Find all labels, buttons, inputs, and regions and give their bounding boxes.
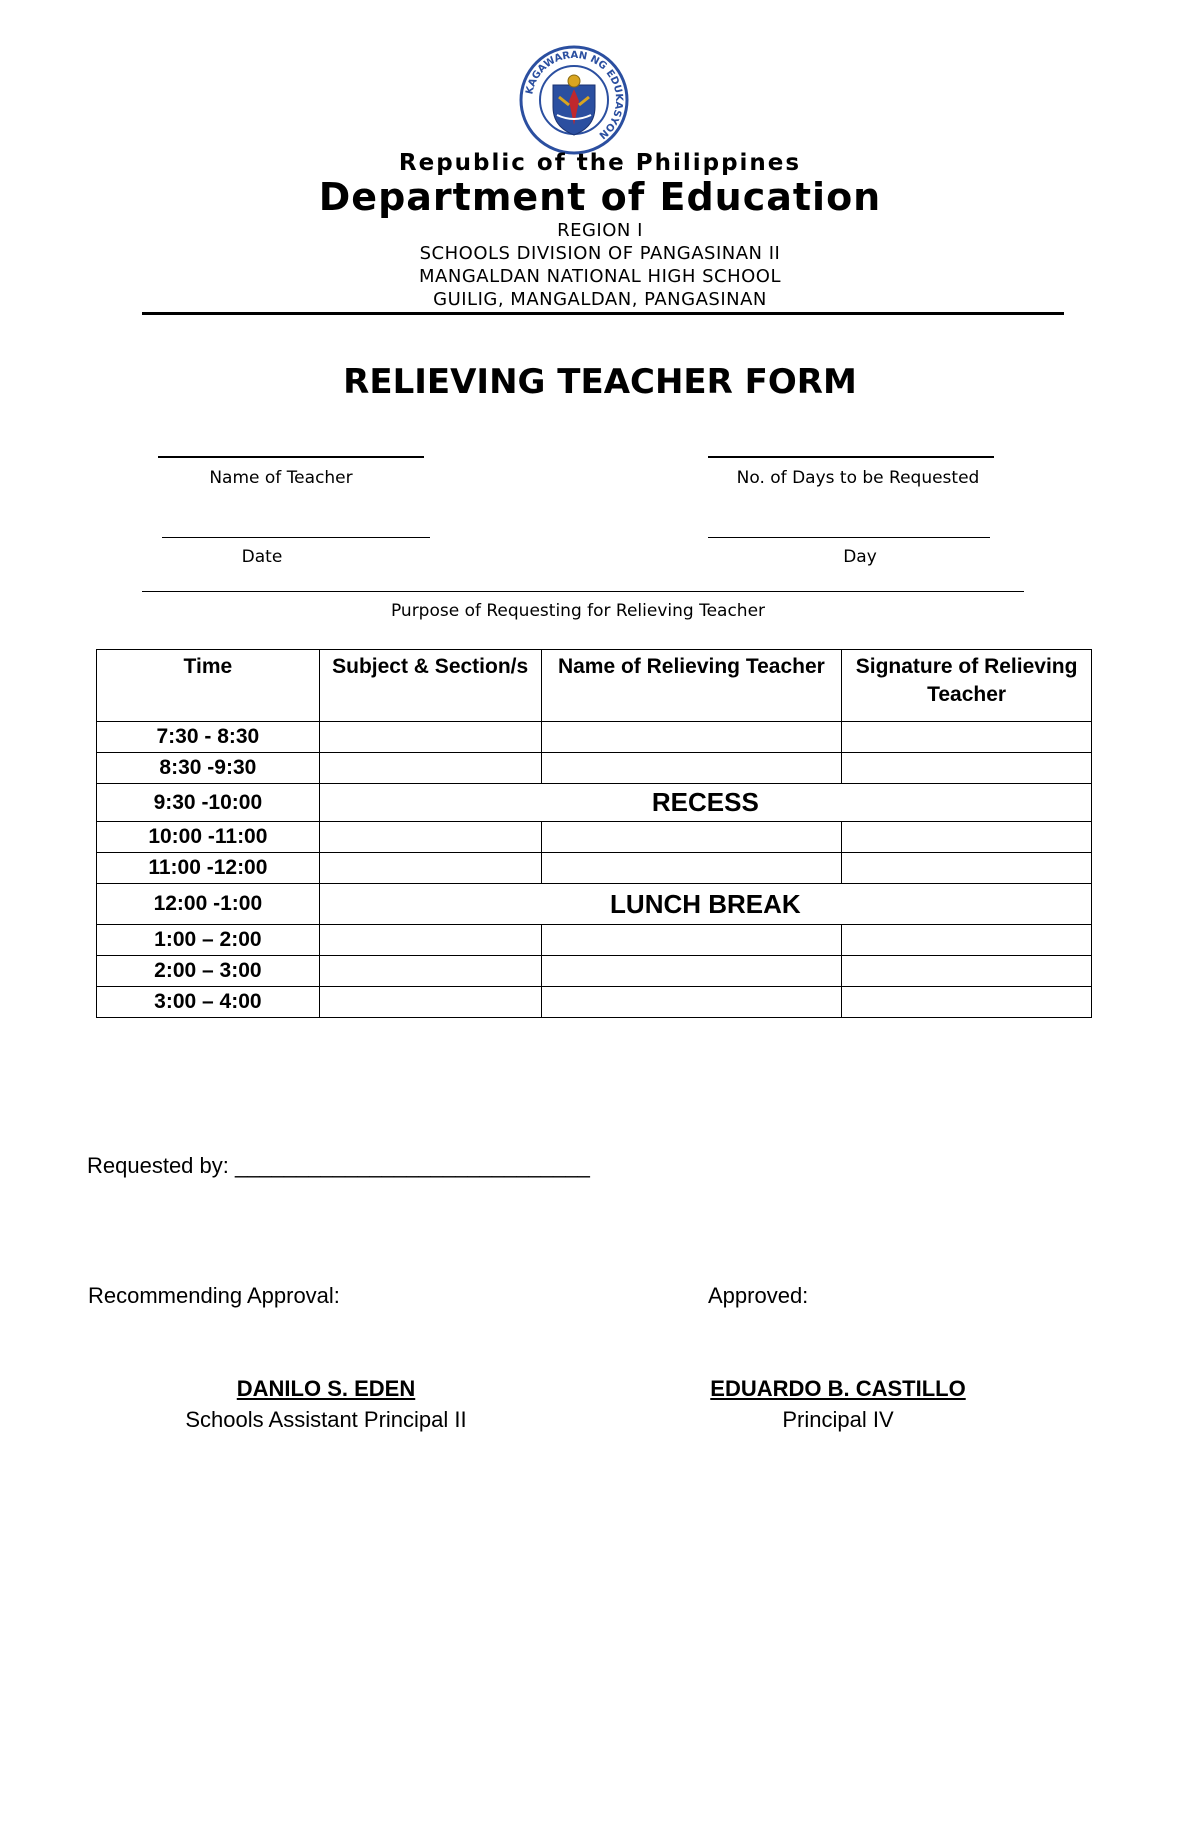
days-requested-field[interactable]: [708, 456, 994, 458]
table-row: [97, 784, 1092, 822]
col-header-time: Time: [97, 650, 320, 722]
col-header-relieving-teacher: Name of Relieving Teacher: [541, 650, 842, 722]
approved-label: Approved:: [708, 1283, 809, 1308]
purpose-field[interactable]: [142, 591, 1024, 592]
header-divider: [142, 312, 1064, 315]
subject-cell[interactable]: [319, 722, 541, 753]
department-heading: Department of Education: [318, 175, 882, 219]
relieving-teacher-cell[interactable]: [541, 925, 842, 956]
signature-cell[interactable]: [842, 925, 1092, 956]
recommender-title: Schools Assistant Principal II: [185, 1407, 467, 1432]
relieving-teacher-cell[interactable]: [541, 722, 842, 753]
time-cell: 1:00 – 2:00: [97, 925, 320, 956]
time-cell: 8:30 -9:30: [97, 753, 320, 784]
table-row: [97, 925, 1092, 956]
name-of-teacher-field[interactable]: [158, 456, 424, 458]
subject-cell[interactable]: [319, 753, 541, 784]
name-of-teacher-label: Name of Teacher: [209, 468, 353, 488]
day-field[interactable]: [708, 537, 990, 538]
address-line: GUILIG, MANGALDAN, PANGASINAN: [433, 289, 767, 310]
col-header-signature: Signature of Relieving Teacher: [842, 650, 1092, 722]
relieving-teacher-cell[interactable]: [541, 987, 842, 1018]
region-line: REGION I: [557, 220, 643, 241]
table-row: [97, 884, 1092, 925]
signature-cell[interactable]: [842, 822, 1092, 853]
approver-name: EDUARDO B. CASTILLO: [710, 1376, 966, 1401]
republic-heading: Republic of the Philippines: [398, 150, 802, 176]
form-title: RELIEVING TEACHER FORM: [343, 362, 857, 402]
time-cell: 10:00 -11:00: [97, 822, 320, 853]
day-label: Day: [843, 547, 877, 567]
table-row: [97, 987, 1092, 1018]
subject-cell[interactable]: [319, 822, 541, 853]
signature-cell[interactable]: [842, 853, 1092, 884]
signature-cell[interactable]: [842, 722, 1092, 753]
time-cell: 7:30 - 8:30: [97, 722, 320, 753]
requested-by-block: [87, 1153, 590, 1179]
table-row: [97, 956, 1092, 987]
requested-by-line[interactable]: _____________________________: [234, 1153, 590, 1178]
recommender-name: DANILO S. EDEN: [236, 1376, 416, 1401]
relieving-teacher-cell[interactable]: [541, 822, 842, 853]
subject-cell[interactable]: [319, 853, 541, 884]
deped-seal-logo: [519, 45, 629, 155]
time-cell: 3:00 – 4:00: [97, 987, 320, 1018]
division-line: SCHOOLS DIVISION OF PANGASINAN II: [419, 243, 781, 264]
purpose-label: Purpose of Requesting for Relieving Teacher: [390, 601, 766, 621]
relieving-teacher-cell[interactable]: [541, 956, 842, 987]
time-cell: 2:00 – 3:00: [97, 956, 320, 987]
subject-cell[interactable]: [319, 925, 541, 956]
approver-title: Principal IV: [782, 1407, 894, 1432]
table-row: [97, 753, 1092, 784]
table-row: [97, 722, 1092, 753]
schedule-table: [96, 649, 1092, 1018]
signature-cell[interactable]: [842, 753, 1092, 784]
relieving-teacher-cell[interactable]: [541, 753, 842, 784]
table-row: [97, 853, 1092, 884]
days-requested-label: No. of Days to be Requested: [736, 468, 980, 488]
relieving-teacher-cell[interactable]: [541, 853, 842, 884]
date-label: Date: [241, 547, 283, 567]
requested-by-label: Requested by:: [87, 1153, 235, 1178]
signature-cell[interactable]: [842, 987, 1092, 1018]
time-cell: 9:30 -10:00: [97, 784, 320, 822]
svg-text:KAGAWARAN NG EDUKASYON: KAGAWARAN NG EDUKASYON: [524, 49, 625, 141]
signature-cell[interactable]: [842, 956, 1092, 987]
time-cell: 11:00 -12:00: [97, 853, 320, 884]
subject-cell[interactable]: [319, 987, 541, 1018]
lunch-break-cell: LUNCH BREAK: [319, 884, 1091, 925]
col-header-subject: Subject & Section/s: [319, 650, 541, 722]
date-field[interactable]: [162, 537, 430, 538]
time-cell: 12:00 -1:00: [97, 884, 320, 925]
subject-cell[interactable]: [319, 956, 541, 987]
table-row: [97, 822, 1092, 853]
recommending-approval-label: Recommending Approval:: [88, 1283, 340, 1308]
recess-cell: RECESS: [319, 784, 1091, 822]
school-line: MANGALDAN NATIONAL HIGH SCHOOL: [419, 266, 781, 287]
